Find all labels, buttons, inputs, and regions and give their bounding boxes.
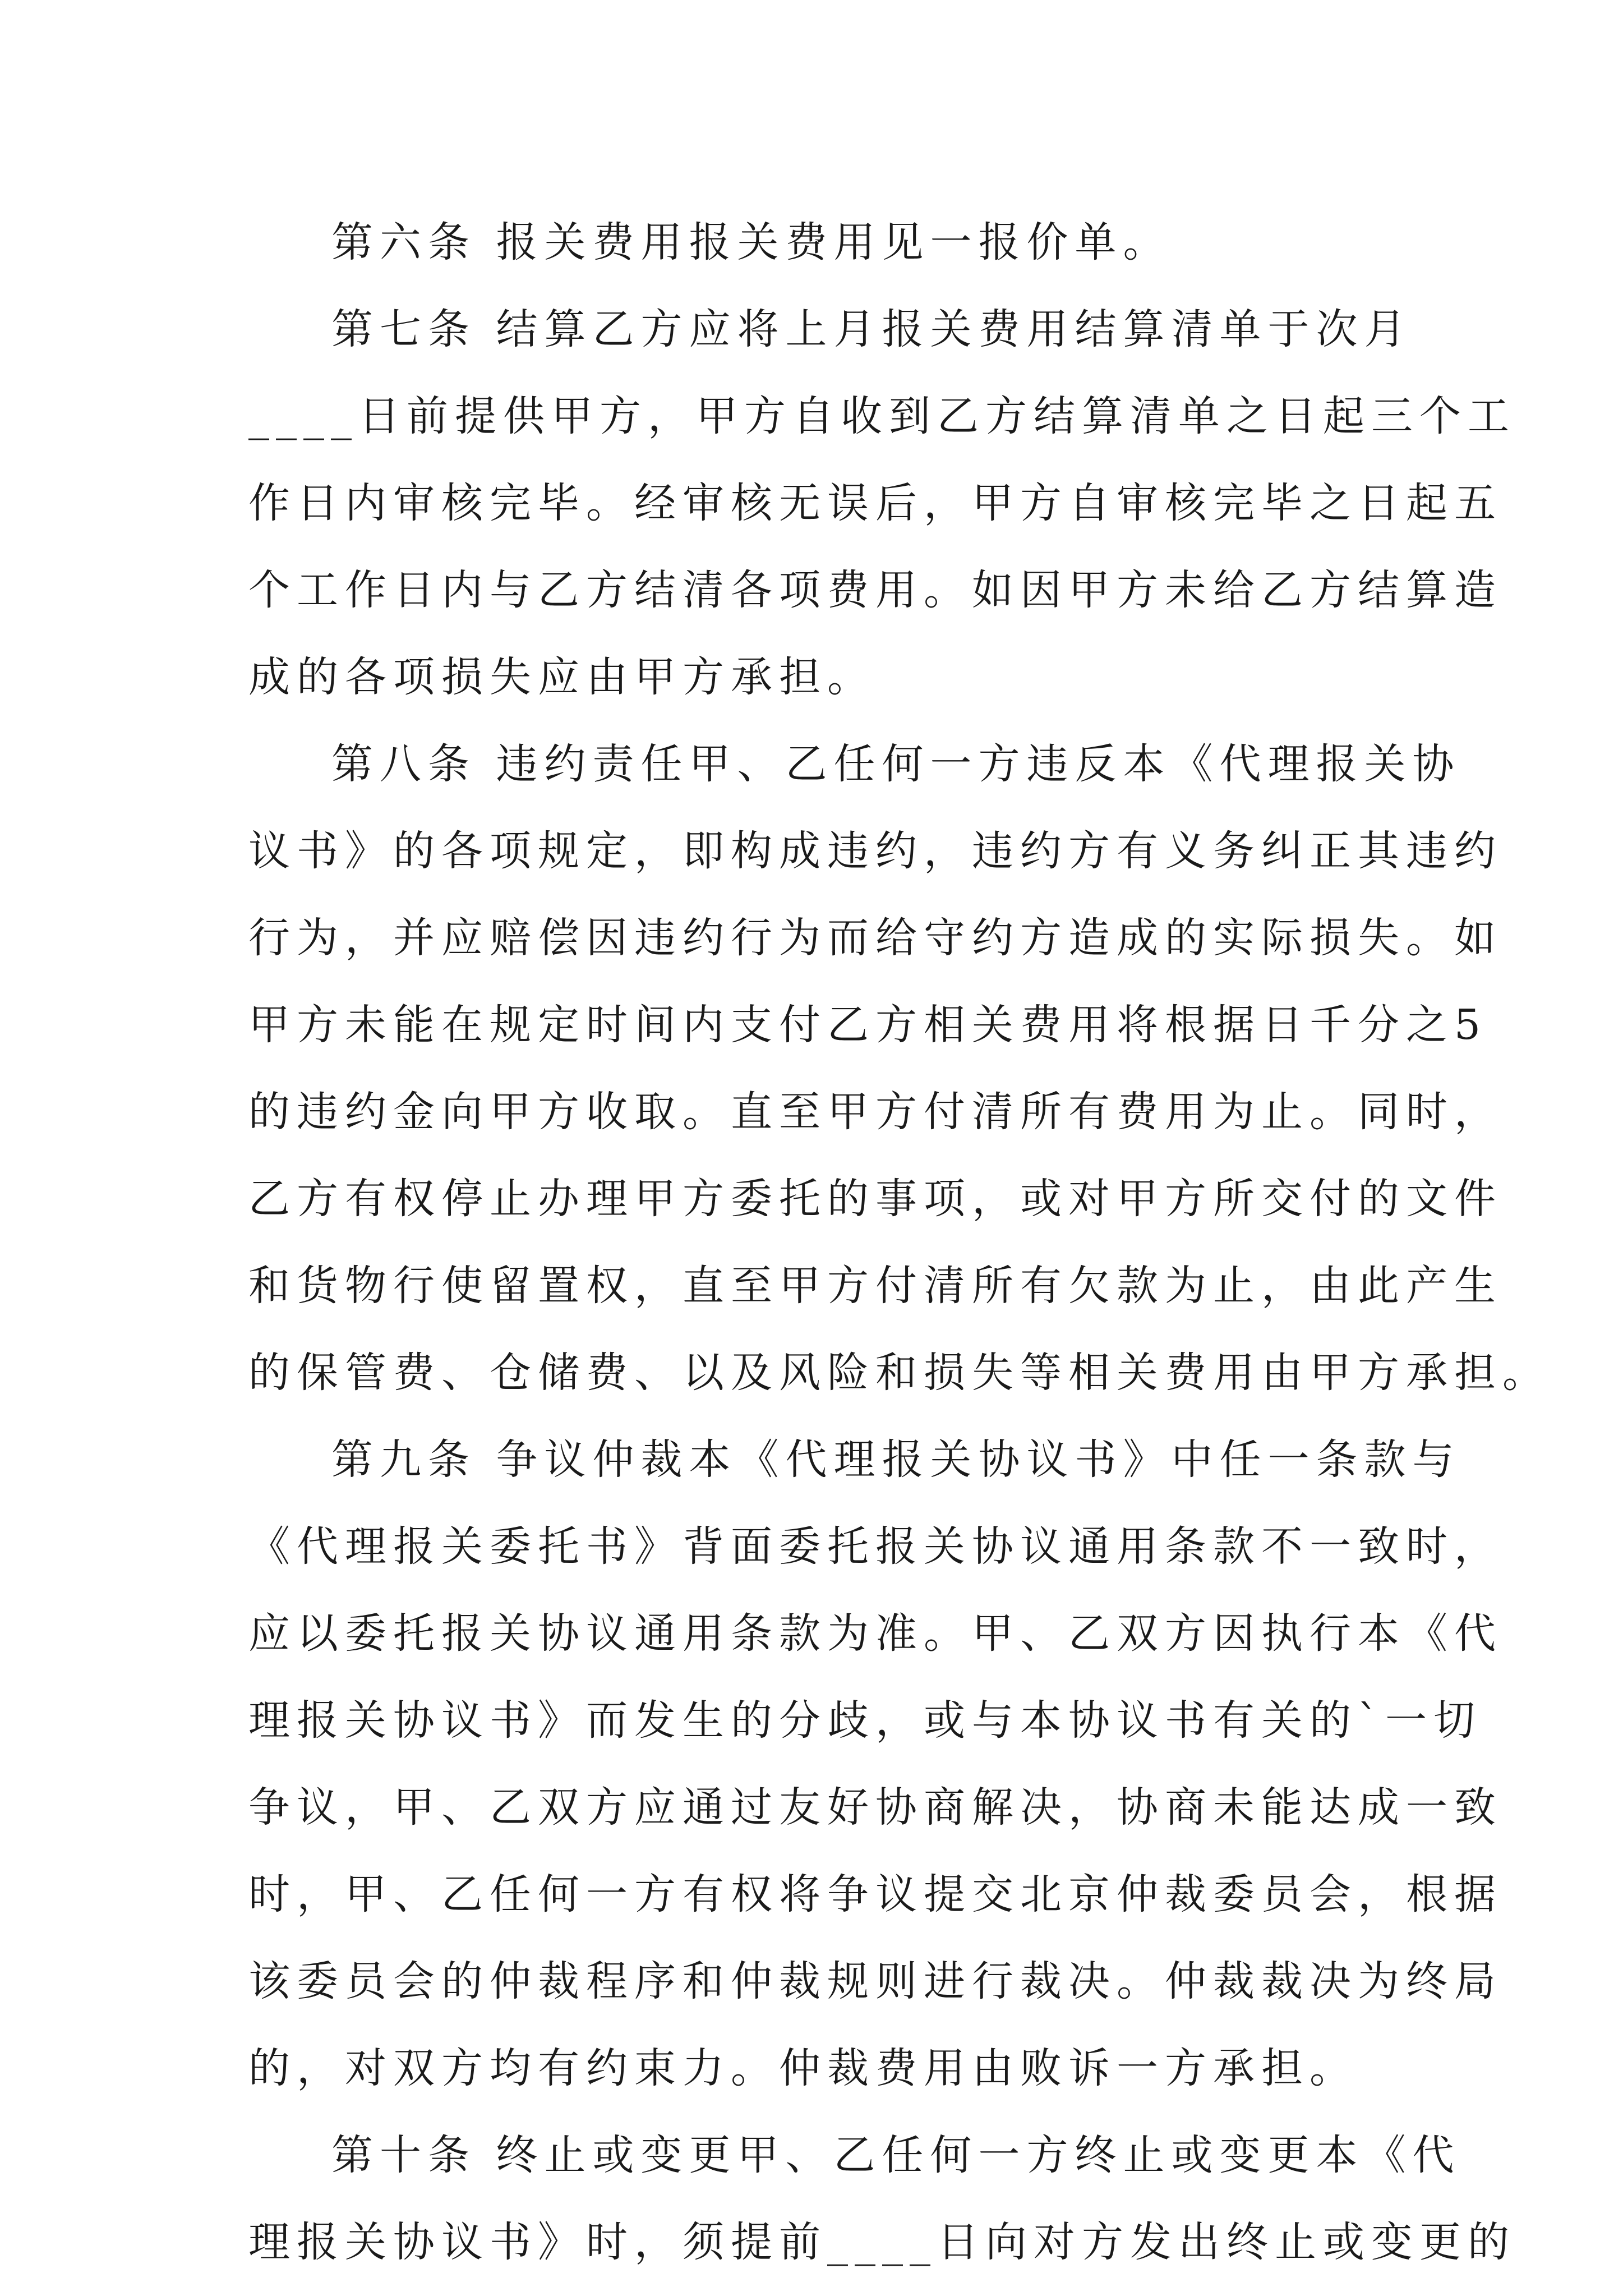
text-line: 成的各项损失应由甲方承担。 bbox=[248, 653, 875, 701]
text-line: 第九条 争议仲裁本《代理报关协议书》中任一条款与 bbox=[331, 1435, 1461, 1484]
text-line: 乙方有权停止办理甲方委托的事项，或对甲方所交付的文件 bbox=[248, 1175, 1502, 1223]
article-6 bbox=[248, 199, 1381, 286]
article-10 bbox=[248, 2112, 1516, 2286]
text-line: ____日前提供甲方，甲方自收到乙方结算清单之日起三个工 bbox=[248, 392, 1516, 440]
text-line: 理报关协议书》时，须提前____日向对方发出终止或变更的 bbox=[248, 2218, 1516, 2266]
text-line: 个工作日内与乙方结清各项费用。如因甲方未给乙方结算造 bbox=[248, 566, 1502, 614]
text-line: 甲方未能在规定时间内支付乙方相关费用将根据日千分之5 bbox=[248, 1001, 1488, 1049]
text-line: 的违约金向甲方收取。直至甲方付清所有费用为止。同时， bbox=[248, 1088, 1502, 1136]
text-line: 《代理报关委托书》背面委托报关协议通用条款不一致时， bbox=[248, 1522, 1502, 1571]
text-line: 和货物行使留置权，直至甲方付清所有欠款为止，由此产生 bbox=[248, 1262, 1502, 1310]
text-line: 第六条 报关费用报关费用见一报价单。 bbox=[331, 218, 1172, 266]
text-line: 时，甲、乙任何一方有权将争议提交北京仲裁委员会，根据 bbox=[248, 1870, 1502, 1918]
text-line: 第十条 终止或变更甲、乙任何一方终止或变更本《代 bbox=[331, 2131, 1461, 2179]
text-line: 议书》的各项规定，即构成违约，违约方有义务纠正其违约 bbox=[248, 827, 1502, 875]
text-line: 的保管费、仓储费、以及风险和损失等相关费用由甲方承担。 bbox=[248, 1349, 1551, 1397]
text-line: 第八条 违约责任甲、乙任何一方违反本《代理报关协 bbox=[331, 740, 1461, 788]
text-line: 该委员会的仲裁程序和仲裁规则进行裁决。仲裁裁决为终局 bbox=[248, 1957, 1502, 2005]
article-8 bbox=[248, 721, 1551, 1416]
text-line: 争议，甲、乙双方应通过友好协商解决，协商未能达成一致 bbox=[248, 1783, 1502, 1832]
text-line: 行为，并应赔偿因违约行为而给守约方造成的实际损失。如 bbox=[248, 914, 1502, 962]
article-9 bbox=[248, 1416, 1502, 2112]
text-line: 作日内审核完毕。经审核无误后，甲方自审核完毕之日起五 bbox=[248, 479, 1502, 527]
text-line: 的，对双方均有约束力。仲裁费用由败诉一方承担。 bbox=[248, 2044, 1358, 2092]
text-line: 理报关协议书》而发生的分歧，或与本协议书有关的`一切 bbox=[248, 1696, 1482, 1745]
text-line: 第七条 结算乙方应将上月报关费用结算清单于次月 bbox=[331, 305, 1413, 353]
article-7 bbox=[248, 286, 1516, 721]
text-line: 应以委托报关协议通用条款为准。甲、乙双方因执行本《代 bbox=[248, 1609, 1502, 1658]
document-body bbox=[248, 199, 1551, 2286]
